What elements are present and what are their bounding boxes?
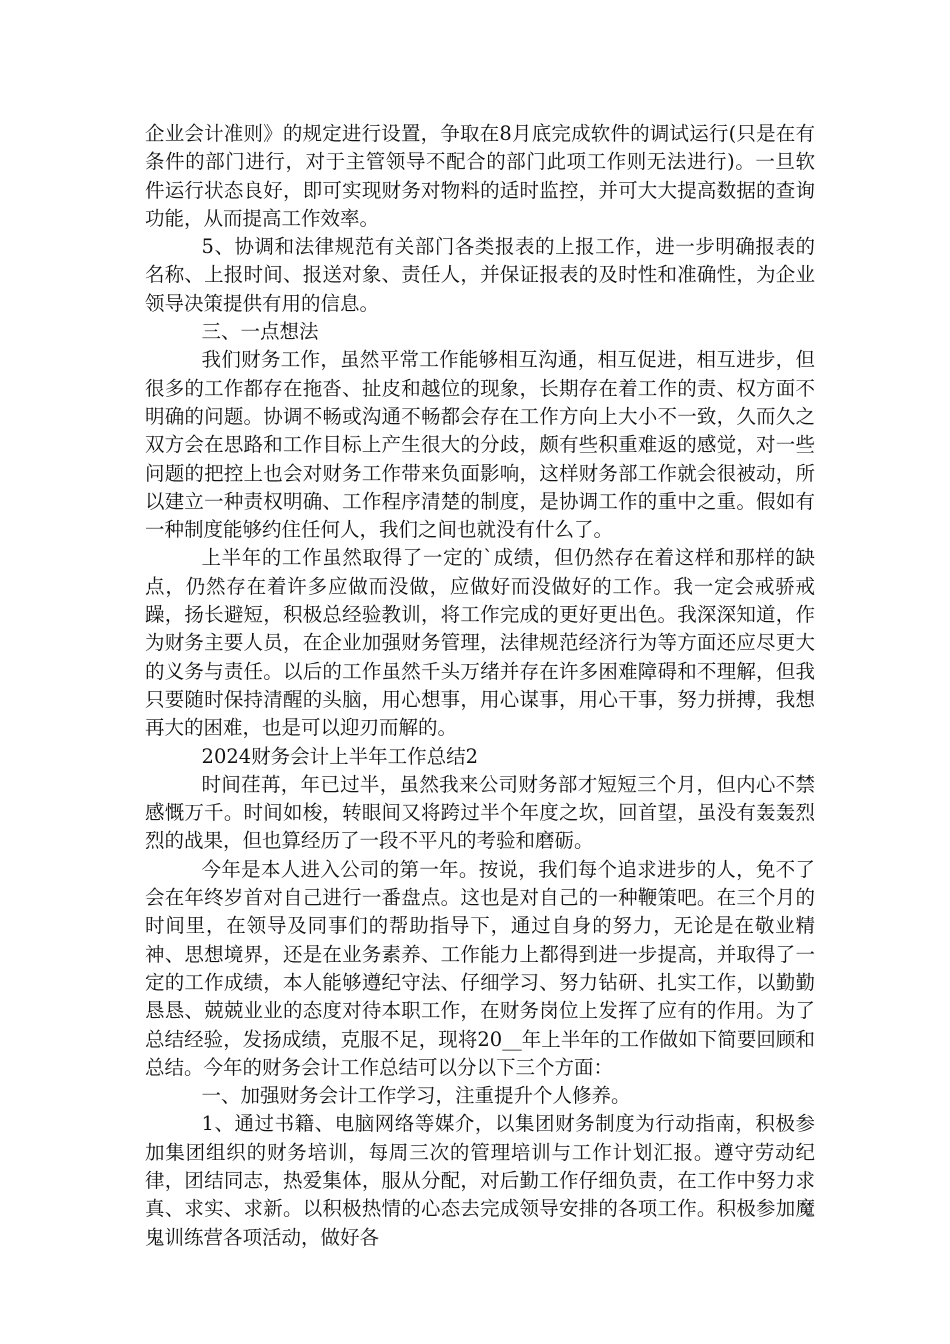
paragraph-report-coordination: 5、协调和法律规范有关部门各类报表的上报工作，进一步明确报表的名称、上报时间、报送对象、责任人，并保证报表的及时性和准确性，为企业领导决策提供有用的信息。 <box>145 235 815 315</box>
document-page <box>145 120 815 1252</box>
paragraph-software-setup: 企业会计准则》的规定进行设置，争取在8月底完成软件的调试运行(只是在有条件的部门进行，对于主管领导不配合的部门此项工作则无法进行)。一旦软件运行状态良好，即可实现财务对物料的适时监控，并可大大提高数据的查询功能，从而提高工作效率。 <box>145 122 815 230</box>
paragraph-time-flies: 时间荏苒，年已过半，虽然我来公司财务部才短短三个月，但内心不禁感慨万千。时间如梭，转眼间又将跨过半个年度之坎，回首望，虽没有轰轰烈烈的战果，但也算经历了一段不平凡的考验和磨砺。 <box>145 772 815 853</box>
paragraph-first-half-results: 上半年的工作虽然取得了一定的`成绩，但仍然存在着这样和那样的缺点，仍然存在着许多应做而没做，应做好而没做好的工作。我一定会戒骄戒躁，扬长避短，积极总经验教训，将工作完成的更好更出色。我深深知道，作为财务主要人员，在企业加强财务管理，法律规范经济行为等方面还应尽更大的义务与责任。以后的工作虽然千头万绪并存在许多困难障碍和不理解，但我只要随时保持清醒的头脑，用心想事，用心谋事，用心干事，努力拼搏，我想再大的困难，也是可以迎刃而解的。 <box>145 546 815 740</box>
paragraph-first-year: 今年是本人进入公司的第一年。按说，我们每个追求进步的人，免不了会在年终岁首对自己进行一番盘点。这也是对自己的一种鞭策吧。在三个月的时间里，在领导及同事们的帮助指导下，通过自身的努力，无论是在敬业精神、思想境界，还是在业务素养、工作能力上都得到进一步提高，并取得了一定的工作成绩，本人能够遵纪守法、仔细学习、努力钻研、扎实工作，以勤勤恳恳、兢兢业业的态度对待本职工作，在财务岗位上发挥了应有的作用。为了总结经验，发扬成绩，克服不足，现将20__年上半年的工作做如下简要回顾和总结。今年的财务会计工作总结可以分以下三个方面： <box>145 857 815 1079</box>
document-title-summary-2: 2024财务会计上半年工作总结2 <box>201 744 479 768</box>
paragraph-communication: 我们财务工作，虽然平常工作能够相互沟通，相互促进，相互进步，但很多的工作都存在拖沓、扯皮和越位的现象，长期存在着工作的责、权方面不明确的问题。协调不畅或沟通不畅都会存在工作方向上大小不一致，久而久之双方会在思路和工作目标上产生很大的分歧，颇有些积重难返的感觉，对一些问题的把控上也会对财务工作带来负面影响，这样财务部工作就会很被动，所以建立一种责权明确、工作程序清楚的制度，是协调工作的重中之重。假如有一种制度能够约住任何人，我们之间也就没有什么了。 <box>145 348 815 542</box>
section-heading-study: 一、加强财务会计工作学习，注重提升个人修养。 <box>201 1084 631 1108</box>
section-heading-thoughts: 三、一点想法 <box>201 320 319 344</box>
paragraph-training: 1、通过书籍、电脑网络等媒介，以集团财务制度为行动指南，积极参加集团组织的财务培训，每周三次的管理培训与工作计划汇报。遵守劳动纪律，团结同志，热爱集体，服从分配，对后勤工作仔细负责，在工作中努力求真、求实、求新。以积极热情的心态去完成领导安排的各项工作。积极参加魔鬼训练营各项活动，做好各 <box>145 1112 815 1249</box>
